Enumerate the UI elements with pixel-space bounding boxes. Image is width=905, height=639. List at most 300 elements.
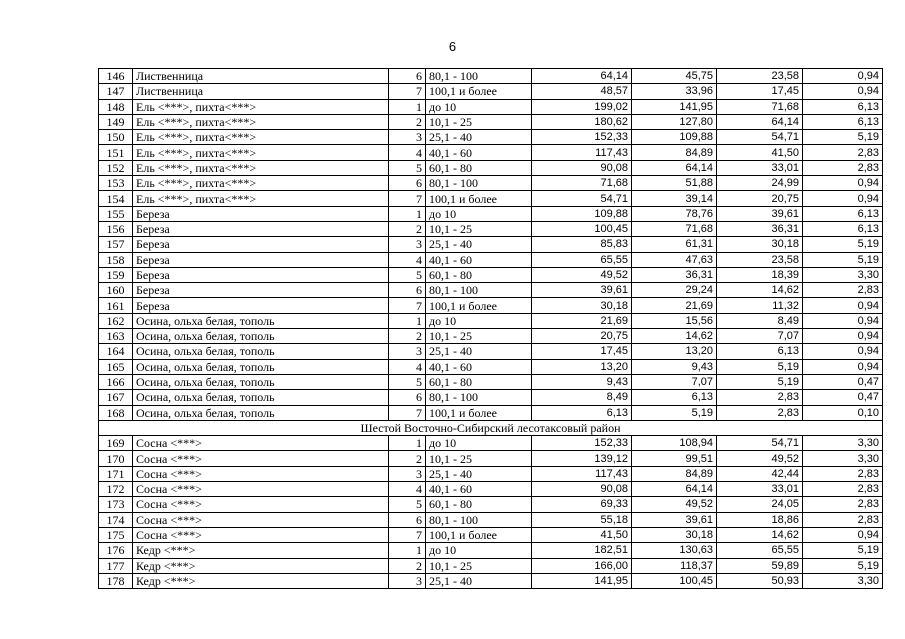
diameter-range: 10,1 - 25	[426, 114, 532, 129]
species-name: Сосна <***>	[133, 436, 389, 451]
table-row	[99, 130, 883, 145]
diameter-range: 80,1 - 100	[426, 390, 532, 405]
rate-medium: 130,63	[632, 543, 717, 558]
rate-medium: 61,31	[632, 237, 717, 252]
row-number: 152	[99, 160, 133, 175]
diameter-range: 80,1 - 100	[426, 176, 532, 191]
rate-small: 24,05	[717, 497, 803, 512]
rate-small: 39,61	[717, 206, 803, 221]
rate-medium: 84,89	[632, 466, 717, 481]
diameter-range: 10,1 - 25	[426, 558, 532, 573]
rate-small: 23,58	[717, 252, 803, 267]
row-number: 171	[99, 466, 133, 481]
rate-large: 71,68	[532, 176, 632, 191]
rate-firewood: 5,19	[803, 237, 883, 252]
diameter-range: 25,1 - 40	[426, 130, 532, 145]
diameter-class: 6	[389, 390, 426, 405]
table-row	[99, 512, 883, 527]
species-name: Ель <***>, пихта<***>	[133, 145, 389, 160]
diameter-range: 40,1 - 60	[426, 359, 532, 374]
rate-medium: 39,61	[632, 512, 717, 527]
rate-small: 7,07	[717, 329, 803, 344]
species-name: Ель <***>, пихта<***>	[133, 114, 389, 129]
species-name: Сосна <***>	[133, 512, 389, 527]
diameter-class: 6	[389, 69, 426, 84]
table-row	[99, 374, 883, 389]
rate-large: 41,50	[532, 527, 632, 542]
rate-large: 8,49	[532, 390, 632, 405]
species-name: Сосна <***>	[133, 451, 389, 466]
rate-large: 9,43	[532, 374, 632, 389]
rate-firewood: 5,19	[803, 543, 883, 558]
row-number: 147	[99, 84, 133, 99]
rate-large: 117,43	[532, 145, 632, 160]
species-name: Береза	[133, 283, 389, 298]
rate-small: 49,52	[717, 451, 803, 466]
rate-small: 18,39	[717, 267, 803, 282]
diameter-class: 2	[389, 114, 426, 129]
rate-large: 54,71	[532, 191, 632, 206]
diameter-range: 25,1 - 40	[426, 466, 532, 481]
rate-small: 5,19	[717, 359, 803, 374]
rate-large: 49,52	[532, 267, 632, 282]
table-row	[99, 451, 883, 466]
table-row	[99, 114, 883, 129]
diameter-range: 10,1 - 25	[426, 221, 532, 236]
rate-small: 5,19	[717, 374, 803, 389]
rate-firewood: 3,30	[803, 267, 883, 282]
species-name: Лиственница	[133, 84, 389, 99]
diameter-class: 6	[389, 176, 426, 191]
rate-firewood: 2,83	[803, 283, 883, 298]
diameter-class: 4	[389, 252, 426, 267]
row-number: 175	[99, 527, 133, 542]
species-name: Лиственница	[133, 69, 389, 84]
diameter-class: 5	[389, 497, 426, 512]
rate-large: 141,95	[532, 573, 632, 588]
diameter-class: 3	[389, 573, 426, 588]
rate-firewood: 0,94	[803, 329, 883, 344]
rate-small: 18,86	[717, 512, 803, 527]
species-name: Береза	[133, 221, 389, 236]
species-name: Осина, ольха белая, тополь	[133, 329, 389, 344]
row-number: 159	[99, 267, 133, 282]
rate-medium: 36,31	[632, 267, 717, 282]
rate-large: 117,43	[532, 466, 632, 481]
rate-firewood: 5,19	[803, 558, 883, 573]
diameter-class: 2	[389, 221, 426, 236]
species-name: Береза	[133, 298, 389, 313]
diameter-range: до 10	[426, 436, 532, 451]
diameter-class: 7	[389, 298, 426, 313]
rate-small: 42,44	[717, 466, 803, 481]
rate-firewood: 0,47	[803, 390, 883, 405]
row-number: 162	[99, 313, 133, 328]
rate-firewood: 0,94	[803, 313, 883, 328]
diameter-range: 60,1 - 80	[426, 267, 532, 282]
rate-medium: 78,76	[632, 206, 717, 221]
rate-large: 17,45	[532, 344, 632, 359]
rate-medium: 118,37	[632, 558, 717, 573]
rate-medium: 64,14	[632, 160, 717, 175]
row-number: 177	[99, 558, 133, 573]
rate-small: 54,71	[717, 436, 803, 451]
diameter-class: 2	[389, 558, 426, 573]
table-row	[99, 543, 883, 558]
rate-large: 69,33	[532, 497, 632, 512]
rate-firewood: 2,83	[803, 466, 883, 481]
table-row	[99, 206, 883, 221]
table-row	[99, 69, 883, 84]
rate-medium: 100,45	[632, 573, 717, 588]
rate-small: 17,45	[717, 84, 803, 99]
rate-large: 65,55	[532, 252, 632, 267]
rate-large: 30,18	[532, 298, 632, 313]
rate-firewood: 6,13	[803, 99, 883, 114]
rate-small: 14,62	[717, 283, 803, 298]
rate-small: 6,13	[717, 344, 803, 359]
rate-small: 11,32	[717, 298, 803, 313]
row-number: 149	[99, 114, 133, 129]
row-number: 161	[99, 298, 133, 313]
diameter-range: 100,1 и более	[426, 84, 532, 99]
diameter-range: 80,1 - 100	[426, 69, 532, 84]
diameter-range: 25,1 - 40	[426, 237, 532, 252]
species-name: Осина, ольха белая, тополь	[133, 405, 389, 420]
rate-firewood: 0,94	[803, 84, 883, 99]
table-row	[99, 84, 883, 99]
rate-medium: 71,68	[632, 221, 717, 236]
diameter-range: 60,1 - 80	[426, 160, 532, 175]
diameter-range: 40,1 - 60	[426, 482, 532, 497]
rate-large: 48,57	[532, 84, 632, 99]
species-name: Ель <***>, пихта<***>	[133, 99, 389, 114]
rate-small: 30,18	[717, 237, 803, 252]
diameter-range: 80,1 - 100	[426, 512, 532, 527]
row-number: 156	[99, 221, 133, 236]
rate-firewood: 0,94	[803, 298, 883, 313]
table-row	[99, 497, 883, 512]
rate-medium: 64,14	[632, 482, 717, 497]
diameter-class: 1	[389, 99, 426, 114]
diameter-range: 60,1 - 80	[426, 374, 532, 389]
section-header-row	[99, 420, 883, 435]
diameter-class: 1	[389, 543, 426, 558]
diameter-class: 1	[389, 206, 426, 221]
species-name: Береза	[133, 267, 389, 282]
diameter-class: 7	[389, 405, 426, 420]
row-number: 150	[99, 130, 133, 145]
rate-firewood: 0,94	[803, 527, 883, 542]
table-row	[99, 405, 883, 420]
row-number: 157	[99, 237, 133, 252]
species-name: Сосна <***>	[133, 482, 389, 497]
species-name: Сосна <***>	[133, 497, 389, 512]
diameter-class: 4	[389, 482, 426, 497]
row-number: 160	[99, 283, 133, 298]
diameter-class: 2	[389, 329, 426, 344]
rate-firewood: 0,47	[803, 374, 883, 389]
rate-medium: 49,52	[632, 497, 717, 512]
diameter-class: 3	[389, 130, 426, 145]
diameter-class: 6	[389, 283, 426, 298]
table-row	[99, 359, 883, 374]
species-name: Береза	[133, 206, 389, 221]
diameter-range: 25,1 - 40	[426, 573, 532, 588]
rate-medium: 99,51	[632, 451, 717, 466]
diameter-range: до 10	[426, 99, 532, 114]
rate-small: 36,31	[717, 221, 803, 236]
species-name: Сосна <***>	[133, 466, 389, 481]
rate-large: 21,69	[532, 313, 632, 328]
row-number: 168	[99, 405, 133, 420]
rate-firewood: 6,13	[803, 206, 883, 221]
diameter-range: 100,1 и более	[426, 527, 532, 542]
rate-large: 6,13	[532, 405, 632, 420]
rate-small: 65,55	[717, 543, 803, 558]
rate-firewood: 0,94	[803, 344, 883, 359]
rate-medium: 45,75	[632, 69, 717, 84]
section-title: Шестой Восточно-Сибирский лесотаксовый район	[99, 420, 883, 435]
species-name: Ель <***>, пихта<***>	[133, 191, 389, 206]
rate-medium: 109,88	[632, 130, 717, 145]
species-name: Кедр <***>	[133, 573, 389, 588]
diameter-class: 6	[389, 512, 426, 527]
diameter-class: 7	[389, 527, 426, 542]
table-row	[99, 313, 883, 328]
rate-medium: 30,18	[632, 527, 717, 542]
rate-medium: 108,94	[632, 436, 717, 451]
species-name: Береза	[133, 237, 389, 252]
rate-large: 109,88	[532, 206, 632, 221]
table-row	[99, 558, 883, 573]
row-number: 167	[99, 390, 133, 405]
rate-large: 182,51	[532, 543, 632, 558]
rate-small: 2,83	[717, 405, 803, 420]
rate-firewood: 3,30	[803, 451, 883, 466]
row-number: 151	[99, 145, 133, 160]
diameter-class: 7	[389, 84, 426, 99]
species-name: Ель <***>, пихта<***>	[133, 130, 389, 145]
diameter-class: 5	[389, 267, 426, 282]
rate-large: 139,12	[532, 451, 632, 466]
species-name: Ель <***>, пихта<***>	[133, 160, 389, 175]
diameter-class: 3	[389, 466, 426, 481]
row-number: 158	[99, 252, 133, 267]
row-number: 169	[99, 436, 133, 451]
row-number: 173	[99, 497, 133, 512]
species-name: Осина, ольха белая, тополь	[133, 313, 389, 328]
rate-firewood: 3,30	[803, 436, 883, 451]
rate-firewood: 2,83	[803, 497, 883, 512]
rate-medium: 51,88	[632, 176, 717, 191]
row-number: 155	[99, 206, 133, 221]
table-row	[99, 99, 883, 114]
row-number: 153	[99, 176, 133, 191]
table-row	[99, 160, 883, 175]
rate-firewood: 0,94	[803, 176, 883, 191]
rate-firewood: 0,10	[803, 405, 883, 420]
row-number: 163	[99, 329, 133, 344]
rate-small: 33,01	[717, 482, 803, 497]
species-name: Осина, ольха белая, тополь	[133, 390, 389, 405]
diameter-range: 40,1 - 60	[426, 145, 532, 160]
rate-medium: 6,13	[632, 390, 717, 405]
diameter-range: 100,1 и более	[426, 191, 532, 206]
rate-firewood: 2,83	[803, 482, 883, 497]
diameter-range: до 10	[426, 206, 532, 221]
rate-firewood: 2,83	[803, 160, 883, 175]
table-row	[99, 527, 883, 542]
table-body	[99, 69, 883, 589]
rate-large: 20,75	[532, 329, 632, 344]
diameter-class: 3	[389, 237, 426, 252]
table-row	[99, 482, 883, 497]
row-number: 166	[99, 374, 133, 389]
table-row	[99, 390, 883, 405]
rate-firewood: 2,83	[803, 512, 883, 527]
rate-medium: 15,56	[632, 313, 717, 328]
species-name: Кедр <***>	[133, 558, 389, 573]
table-row	[99, 191, 883, 206]
rate-medium: 13,20	[632, 344, 717, 359]
tariff-table	[98, 68, 883, 589]
diameter-class: 3	[389, 344, 426, 359]
diameter-class: 1	[389, 436, 426, 451]
rate-small: 8,49	[717, 313, 803, 328]
table-row	[99, 252, 883, 267]
rate-medium: 84,89	[632, 145, 717, 160]
rate-small: 33,01	[717, 160, 803, 175]
rate-firewood: 2,83	[803, 145, 883, 160]
rate-small: 41,50	[717, 145, 803, 160]
table-row	[99, 344, 883, 359]
rate-large: 85,83	[532, 237, 632, 252]
table-row	[99, 436, 883, 451]
rate-large: 152,33	[532, 436, 632, 451]
row-number: 148	[99, 99, 133, 114]
rate-firewood: 3,30	[803, 573, 883, 588]
rate-small: 59,89	[717, 558, 803, 573]
diameter-class: 7	[389, 191, 426, 206]
rate-large: 180,62	[532, 114, 632, 129]
species-name: Осина, ольха белая, тополь	[133, 374, 389, 389]
species-name: Осина, ольха белая, тополь	[133, 344, 389, 359]
diameter-range: до 10	[426, 313, 532, 328]
diameter-class: 4	[389, 359, 426, 374]
rate-large: 166,00	[532, 558, 632, 573]
rate-firewood: 0,94	[803, 359, 883, 374]
row-number: 164	[99, 344, 133, 359]
row-number: 154	[99, 191, 133, 206]
diameter-class: 2	[389, 451, 426, 466]
rate-large: 39,61	[532, 283, 632, 298]
diameter-class: 4	[389, 145, 426, 160]
rate-medium: 127,80	[632, 114, 717, 129]
rate-large: 152,33	[532, 130, 632, 145]
rate-firewood: 0,94	[803, 69, 883, 84]
diameter-range: 10,1 - 25	[426, 329, 532, 344]
rate-firewood: 6,13	[803, 114, 883, 129]
rate-medium: 47,63	[632, 252, 717, 267]
rate-small: 14,62	[717, 527, 803, 542]
species-name: Сосна <***>	[133, 527, 389, 542]
row-number: 165	[99, 359, 133, 374]
row-number: 146	[99, 69, 133, 84]
table-row	[99, 267, 883, 282]
row-number: 178	[99, 573, 133, 588]
table-row	[99, 283, 883, 298]
rate-large: 13,20	[532, 359, 632, 374]
table-row	[99, 145, 883, 160]
diameter-range: 25,1 - 40	[426, 344, 532, 359]
diameter-class: 5	[389, 160, 426, 175]
page-number: 6	[448, 39, 457, 54]
rate-medium: 14,62	[632, 329, 717, 344]
table-row	[99, 329, 883, 344]
species-name: Осина, ольха белая, тополь	[133, 359, 389, 374]
diameter-class: 5	[389, 374, 426, 389]
row-number: 172	[99, 482, 133, 497]
rate-small: 54,71	[717, 130, 803, 145]
rate-small: 71,68	[717, 99, 803, 114]
rate-large: 199,02	[532, 99, 632, 114]
rate-large: 90,08	[532, 160, 632, 175]
diameter-range: 100,1 и более	[426, 405, 532, 420]
rate-medium: 39,14	[632, 191, 717, 206]
rate-large: 100,45	[532, 221, 632, 236]
table-row	[99, 573, 883, 588]
rate-medium: 9,43	[632, 359, 717, 374]
diameter-range: 10,1 - 25	[426, 451, 532, 466]
rate-large: 90,08	[532, 482, 632, 497]
table-row	[99, 237, 883, 252]
rate-medium: 21,69	[632, 298, 717, 313]
row-number: 170	[99, 451, 133, 466]
rate-medium: 5,19	[632, 405, 717, 420]
rate-medium: 7,07	[632, 374, 717, 389]
rate-firewood: 0,94	[803, 191, 883, 206]
rate-small: 24,99	[717, 176, 803, 191]
rate-medium: 29,24	[632, 283, 717, 298]
rate-small: 2,83	[717, 390, 803, 405]
rate-small: 50,93	[717, 573, 803, 588]
rate-firewood: 5,19	[803, 252, 883, 267]
rate-small: 20,75	[717, 191, 803, 206]
diameter-class: 1	[389, 313, 426, 328]
diameter-range: 80,1 - 100	[426, 283, 532, 298]
rate-medium: 141,95	[632, 99, 717, 114]
table-row	[99, 176, 883, 191]
row-number: 176	[99, 543, 133, 558]
rate-large: 55,18	[532, 512, 632, 527]
rate-medium: 33,96	[632, 84, 717, 99]
rate-large: 64,14	[532, 69, 632, 84]
rate-firewood: 6,13	[803, 221, 883, 236]
row-number: 174	[99, 512, 133, 527]
table-row	[99, 298, 883, 313]
diameter-range: 40,1 - 60	[426, 252, 532, 267]
table-row	[99, 466, 883, 481]
diameter-range: 60,1 - 80	[426, 497, 532, 512]
rate-small: 23,58	[717, 69, 803, 84]
rate-firewood: 5,19	[803, 130, 883, 145]
diameter-range: до 10	[426, 543, 532, 558]
diameter-range: 100,1 и более	[426, 298, 532, 313]
rate-small: 64,14	[717, 114, 803, 129]
species-name: Ель <***>, пихта<***>	[133, 176, 389, 191]
species-name: Кедр <***>	[133, 543, 389, 558]
